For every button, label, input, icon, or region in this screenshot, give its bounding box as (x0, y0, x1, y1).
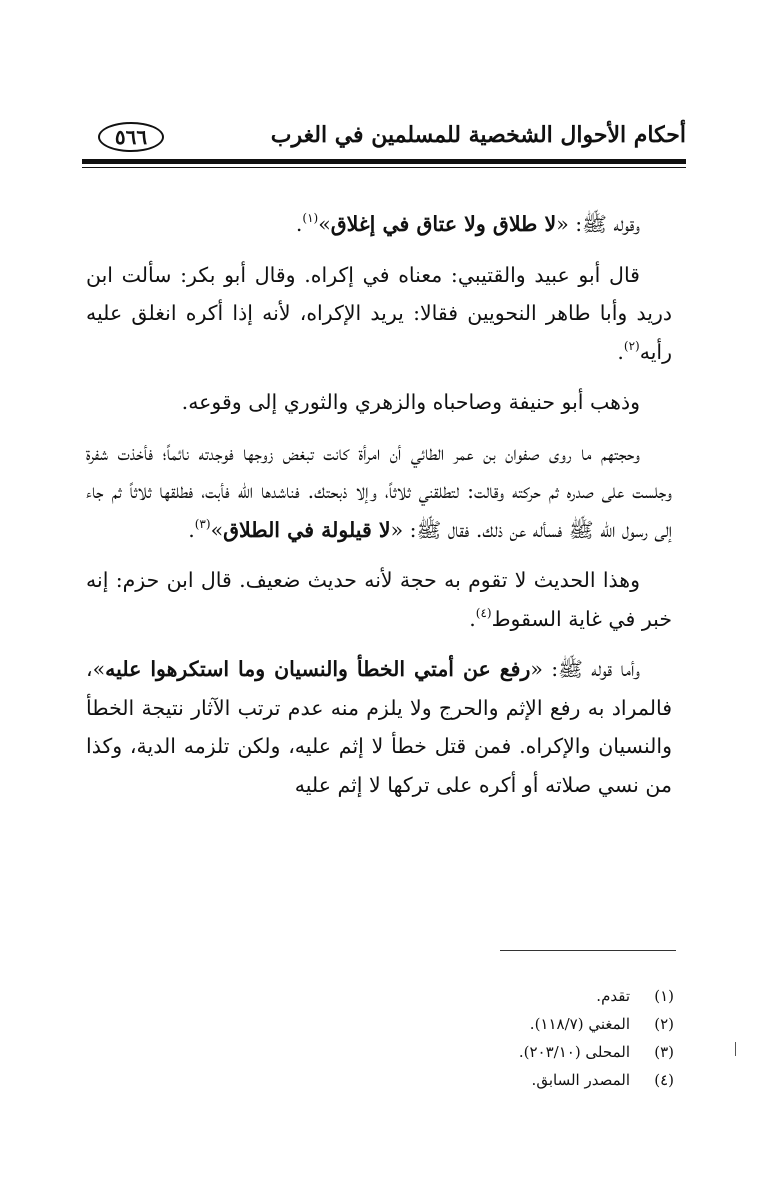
margin-mark (735, 1042, 736, 1056)
hadith-quote-2: لا قيلولة في الطلاق (223, 517, 391, 542)
footnote-2 (274, 1010, 674, 1038)
footnote-ref-2[interactable]: (٢) (623, 338, 640, 353)
footnote-text: المحلى (٢٠٣/١٠). (518, 1043, 630, 1061)
p5-end: . (469, 606, 476, 631)
p2-end: . (617, 339, 624, 364)
page-header (82, 112, 686, 166)
p4-tail: » (210, 517, 224, 542)
footnote-1 (274, 982, 674, 1010)
p1-end: . (295, 212, 303, 236)
p5-text: وهذا الحديث لا تقوم به حجة لأنه حديث ضعيف. قال ابن حزم: إنه خبر في غاية السقوط (86, 568, 672, 631)
footnote-text: تقدم. (596, 987, 630, 1005)
footnote-ref-1[interactable]: (١) (302, 211, 319, 225)
hadith-quote-1: لا طلاق ولا عتاق في إغلاق (330, 212, 557, 236)
footnote-separator (500, 950, 676, 951)
p1-lead: وقوله ﷺ: « (556, 212, 640, 236)
paragraph-6 (86, 650, 672, 804)
p4-end: . (188, 517, 195, 542)
hadith-quote-3: رفع عن أمتي الخطأ والنسيان وما استكرهوا عليه (105, 657, 531, 681)
footnote-text: المصدر السابق. (531, 1071, 630, 1089)
p1-tail: » (318, 212, 331, 236)
body-text (86, 205, 672, 816)
footnotes (274, 982, 674, 1094)
paragraph-3 (86, 383, 672, 422)
footnote-ref-3[interactable]: (٣) (194, 516, 211, 531)
footnote-4 (274, 1066, 674, 1094)
footnote-ref-4[interactable]: (٤) (475, 605, 492, 620)
p6-lead: وأما قوله ﷺ: « (530, 657, 640, 681)
p4-text: وحجتهم ما روى صفوان بن عمر الطائي أن امرأة كانت تبغض زوجها فوجدته نائماً؛ فأخذت شفرة وجلست على صدره ثم حركته وقالت: لتطلقني ثلاثاً، وإلا ذبحتك. فناشدها الله فأبت، فطلقها ثلاثاً ثم جاء إلى رسول الله ﷺ فسأله عن ذلك. فقال ﷺ: « (86, 440, 672, 542)
footnote-text: المغني (١١٨/٧). (529, 1015, 630, 1033)
footnote-number: (٣) (654, 1043, 674, 1061)
page-number (98, 122, 164, 152)
paragraph-5 (86, 561, 672, 638)
running-title: أحكام الأحوال الشخصية للمسلمين في الغرب (270, 122, 686, 148)
footnote-3 (274, 1038, 674, 1066)
footnote-number: (١) (654, 987, 674, 1005)
footnote-number: (٢) (654, 1015, 674, 1033)
footnote-number: (٤) (654, 1071, 674, 1089)
header-rule-thin (82, 167, 686, 168)
p3-text: وذهب أبو حنيفة وصاحباه والزهري والثوري إلى وقوعه. (181, 390, 640, 414)
paragraph-1 (86, 205, 672, 244)
p6-tail: »، فالمراد به رفع الإثم والحرج ولا يلزم منه عدم ترتب الآثار نتيجة الخطأ والنسيان والإكراه. فمن قتل خطأ لا إثم عليه، ولكن تلزمه الدية، وكذا من نسي صلاته أو أكره على تركها لا إثم عليه (86, 657, 672, 797)
paragraph-2 (86, 256, 672, 372)
header-rule-thick (82, 159, 686, 164)
paragraph-4 (86, 434, 672, 550)
page-number-text: ٥٦٦ (114, 125, 148, 149)
p2-text: قال أبو عبيد والقتيبي: معناه في إكراه. وقال أبو بكر: سألت ابن دريد وأبا طاهر النحويين فقالا: يريد الإكراه، لأنه إذا أكره انغلق عليه رأيه (86, 262, 672, 364)
